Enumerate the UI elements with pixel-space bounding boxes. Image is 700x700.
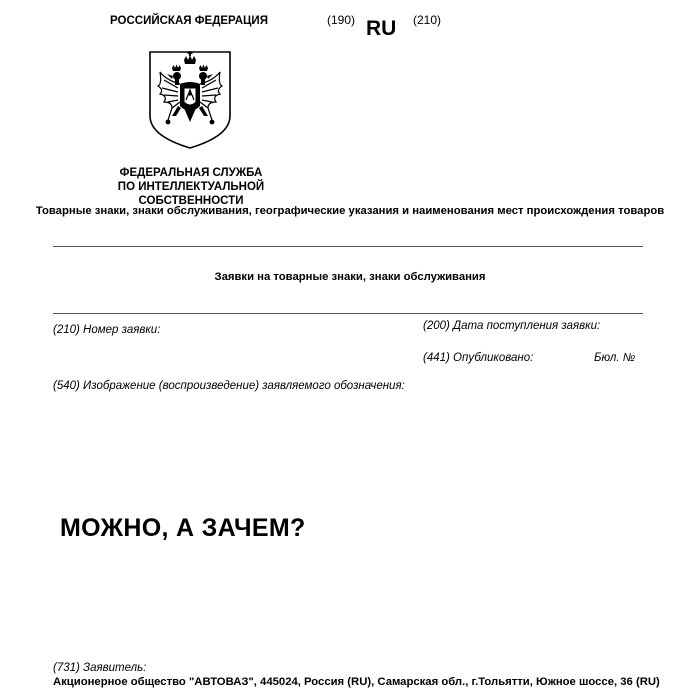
trademark-text: МОЖНО, А ЗАЧЕМ? <box>60 514 306 542</box>
divider-top <box>53 246 643 247</box>
inid-code-210: (210) <box>413 13 442 27</box>
double-headed-eagle-coat-of-arms-icon <box>148 50 232 150</box>
section-title: Товарные знаки, знаки обслуживания, географические указания и наименования мест происхождения товаров <box>35 205 665 217</box>
inid-code-190: (190) <box>327 13 356 27</box>
mark-image-label: (540) Изображение (воспроизведение) заявляемого обозначения: <box>53 380 405 392</box>
agency-name-line-2: ПО ИНТЕЛЛЕКТУАЛЬНОЙ СОБСТВЕННОСТИ <box>117 181 265 207</box>
applicant-value: Акционерное общество "АВТОВАЗ", 445024, Россия (RU), Самарская обл., г.Тольятти, Южное шоссе, 36 (RU) <box>53 676 660 688</box>
published-label: (441) Опубликовано: <box>423 352 534 364</box>
agency-name <box>66 166 316 208</box>
agency-name-line-1: ФЕДЕРАЛЬНАЯ СЛУЖБА <box>119 167 263 179</box>
application-number-label: (210) Номер заявки: <box>53 324 161 336</box>
receipt-date-label: (200) Дата поступления заявки: <box>423 320 601 332</box>
subsection-title: Заявки на товарные знаки, знаки обслуживания <box>214 271 486 283</box>
applicant-label: (731) Заявитель: <box>53 662 147 674</box>
country-name: РОССИЙСКАЯ ФЕДЕРАЦИЯ <box>110 15 268 27</box>
country-code: RU <box>366 17 397 40</box>
divider-bottom <box>53 313 643 314</box>
bulletin-number-label: Бюл. № <box>594 352 636 364</box>
